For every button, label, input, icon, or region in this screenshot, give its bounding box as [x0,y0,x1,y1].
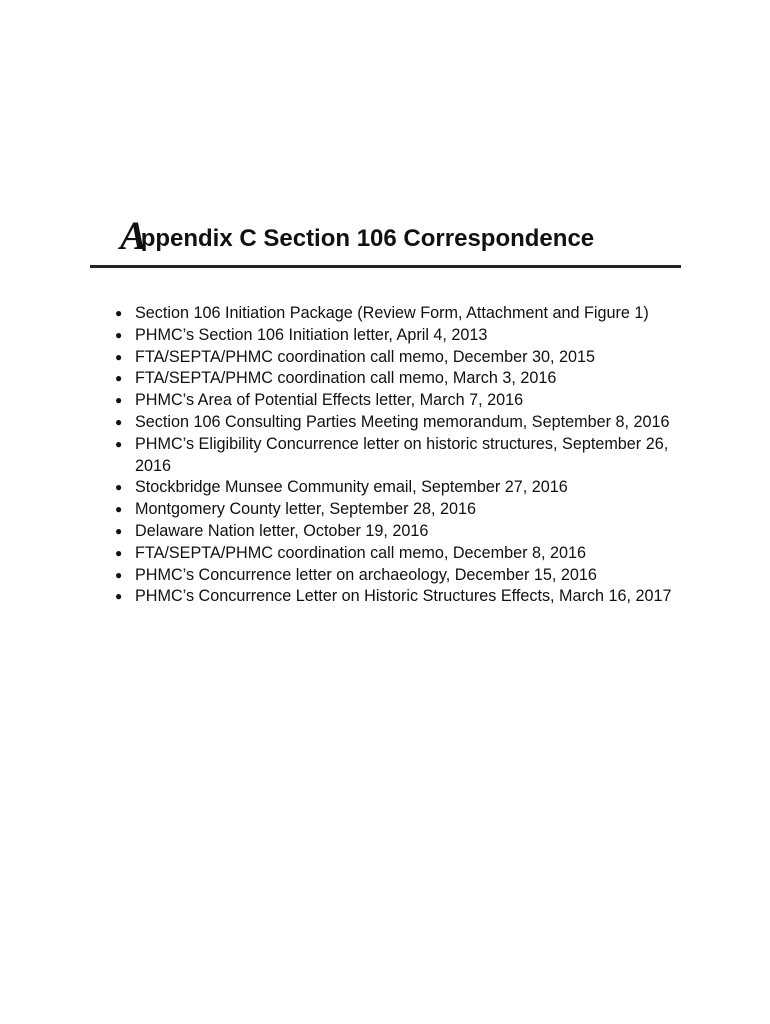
list-item [115,477,695,499]
list-item-text: Delaware Nation letter, October 19, 2016 [135,521,429,540]
list-item-text: PHMC’s Section 106 Initiation letter, April 4, 2013 [135,325,488,344]
bullet-icon: ● [115,545,123,560]
bullet-icon: ● [115,567,123,582]
list-item [115,543,695,565]
list-item-text: FTA/SEPTA/PHMC coordination call memo, December 30, 2015 [135,347,596,366]
list-item [115,390,695,412]
bullet-icon: ● [115,502,123,517]
title-divider [90,265,681,268]
list-item-text: PHMC’s Concurrence Letter on Historic Structures Effects, March 16, 2017 [135,587,672,606]
list-item-text: FTA/SEPTA/PHMC coordination call memo, March 3, 2016 [135,369,557,388]
list-item-text: Section 106 Consulting Parties Meeting memorandum, September 8, 2016 [135,412,670,431]
list-item [115,303,695,325]
list-item [115,325,695,347]
bullet-icon: ● [115,480,123,495]
list-item-text: FTA/SEPTA/PHMC coordination call memo, December 8, 2016 [135,543,587,562]
list-item-text: Section 106 Initiation Package (Review Form, Attachment and Figure 1) [135,304,649,322]
bullet-icon: ● [115,327,123,342]
bullet-icon: ● [115,589,123,604]
list-item [115,521,695,543]
list-item [115,347,695,369]
list-item-text: PHMC’s Area of Potential Effects letter, March 7, 2016 [135,391,524,410]
list-item [115,586,695,608]
list-item [115,565,695,587]
list-item [115,499,695,521]
list-item [115,368,695,390]
bullet-icon: ● [115,414,123,429]
list-item-text: PHMC’s Concurrence letter on archaeology, December 15, 2016 [135,565,597,584]
bullet-icon: ● [115,371,123,386]
list-item [115,412,695,434]
list-item-text: Montgomery County letter, September 28, 2016 [135,500,477,519]
bullet-icon: ● [115,349,123,364]
page-title [120,213,680,259]
list-item-text: PHMC’s Eligibility Concurrence letter on historic structures, September 26, 2016 [135,434,669,475]
list-item [115,434,695,478]
list-item-text: Stockbridge Munsee Community email, September 27, 2016 [135,478,568,497]
bullet-icon: ● [115,523,123,538]
bullet-icon: ● [115,393,123,408]
correspondence-list [115,303,695,608]
bullet-icon: ● [115,436,123,451]
heading-text: ppendix C Section 106 Correspondence [140,225,595,252]
bullet-icon: ● [115,306,123,320]
heading-initial-letter: A [120,213,145,258]
